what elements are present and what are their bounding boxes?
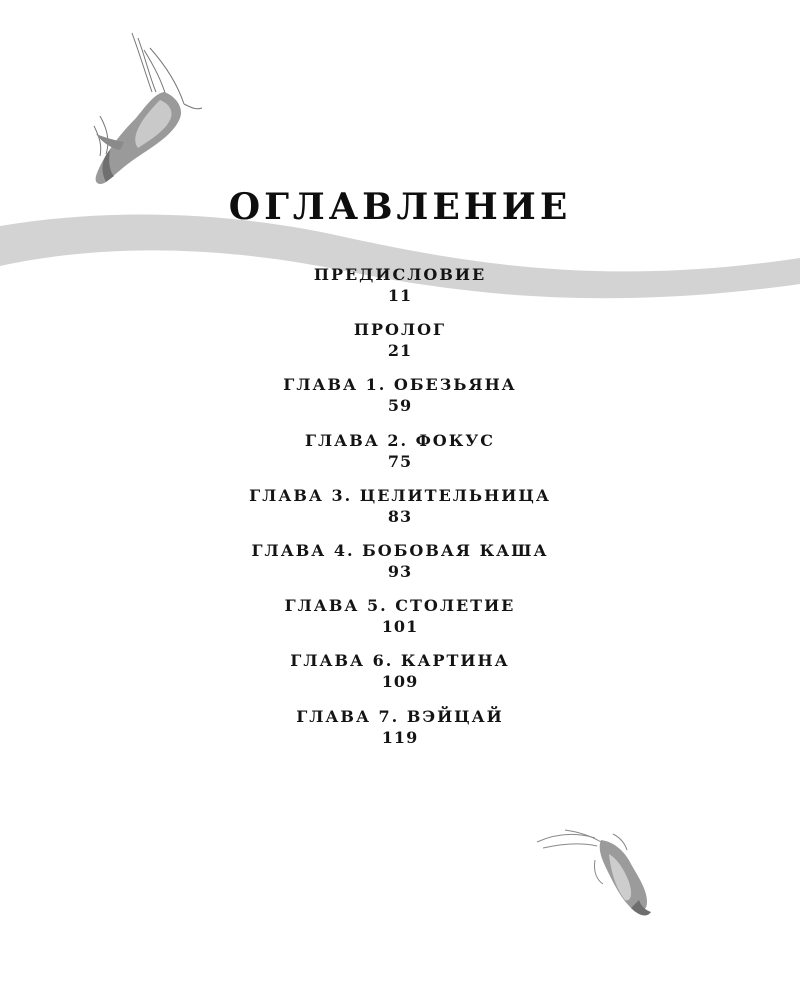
toc-entry [0, 650, 800, 705]
table-of-contents [0, 264, 800, 761]
toc-entry-page-number: 93 [387, 561, 413, 581]
toc-entry-page-number: 11 [387, 286, 413, 305]
toc-entry-page-number: 83 [387, 506, 413, 526]
toc-entry [0, 485, 800, 540]
toc-entry-title: ГЛАВА 2. ФОКУС [304, 430, 495, 450]
toc-entry-page-number: 59 [387, 396, 413, 416]
toc-entry [0, 374, 800, 429]
koi-fish-icon [535, 820, 670, 920]
toc-entry-title: ГЛАВА 4. БОБОВАЯ КАША [251, 540, 549, 560]
toc-entry [0, 430, 800, 485]
toc-entry-title: ГЛАВА 1. ОБЕЗЬЯНА [283, 375, 517, 395]
toc-entry-title: ПРЕДИСЛОВИЕ [313, 265, 487, 284]
toc-entry [0, 319, 800, 374]
toc-entry-title: ГЛАВА 6. КАРТИНА [290, 651, 510, 671]
toc-entry-page-number: 101 [381, 617, 419, 637]
toc-entry [0, 706, 800, 761]
koi-fish-icon [80, 30, 210, 195]
toc-entry-title: ПРОЛОГ [353, 320, 447, 340]
toc-entry-page-number: 75 [387, 451, 413, 471]
toc-entry [0, 540, 800, 595]
page-title: ОГЛАВЛЕНИЕ [228, 186, 572, 229]
toc-entry-title: ГЛАВА 5. СТОЛЕТИЕ [284, 596, 516, 616]
toc-entry-title: ГЛАВА 7. ВЭЙЦАЙ [296, 706, 504, 726]
toc-entry-page-number: 119 [381, 727, 419, 747]
toc-entry-title: ГЛАВА 3. ЦЕЛИТЕЛЬНИЦА [249, 485, 551, 505]
toc-entry [0, 595, 800, 650]
toc-entry [0, 264, 800, 319]
toc-entry-page-number: 21 [387, 341, 413, 361]
toc-entry-page-number: 109 [381, 672, 419, 692]
